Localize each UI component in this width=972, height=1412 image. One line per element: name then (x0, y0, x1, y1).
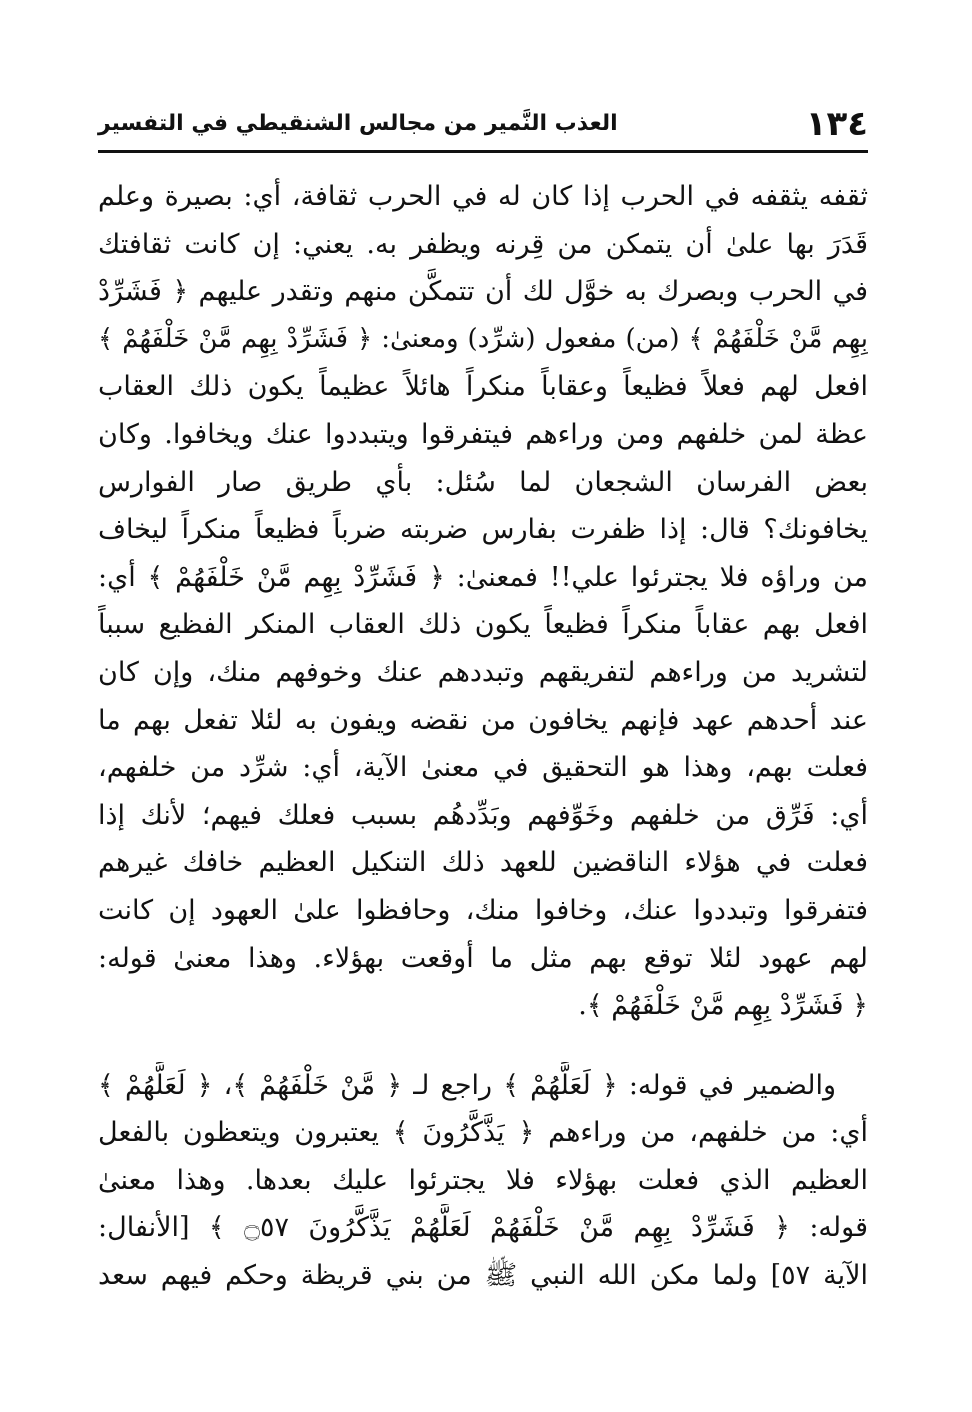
paragraph-2 (98, 1062, 868, 1300)
text-line: الآية ٥٧] ولما مكن الله النبي ﷺ من بني قريظة وحكم فيهم سعد (98, 1260, 868, 1292)
text-line: فتفرقوا وتبددوا عنك، وخافوا منك، وحافظوا علىٰ العهود إن كانت (98, 894, 868, 926)
text-line: قَدَرَ بها علىٰ أن يتمكن من قِرنه ويظفر به. يعني: إن كانت ثقافتك (98, 228, 868, 260)
text-line: من وراؤه فلا يجترئوا علي!! فمعنىٰ: ﴿ فَشَرِّدْ بِهِم مَّنْ خَلْفَهُمْ ﴾ أي: (98, 561, 868, 593)
page-body (98, 173, 868, 1300)
text-line: يخافونك؟ قال: إذا ظفرت بفارس ضربته ضرباً فظيعاً منكراً ليخاف (98, 514, 868, 546)
text-line: ثقفه يثقفه في الحرب إذا كان له في الحرب ثقافة، أي: بصيرة وعلم (98, 181, 868, 212)
text-line: بعض الفرسان الشجعان لما سُئل: بأي طريق صار الفوارس (98, 466, 868, 498)
text-line: افعل لهم فعلاً فظيعاً وعقاباً منكراً هائلاً عظيماً يكون ذلك العقاب (98, 371, 868, 403)
text-line: أي: من خلفهم، من وراءهم ﴿ يَذَّكَّرُونَ ﴾ يعتبرون ويتعظون بالفعل (98, 1117, 868, 1149)
page-number: ١٣٤ (805, 104, 868, 144)
running-header (98, 98, 868, 153)
text-line: لتشريد من وراءهم لتفريقهم وتبددهم عنك وخوفهم منك، وإن كان (98, 656, 868, 688)
text-line: فعلت بهم، وهذا هو التحقيق في معنىٰ الآية، أي: شرِّد من خلفهم، (98, 752, 868, 784)
text-line: والضمير في قوله: ﴿ لَعَلَّهُمْ ﴾ راجع لـ ﴿ مَّنْ خَلْفَهُمْ ﴾، ﴿ لَعَلَّهُمْ ﴾ (98, 1069, 836, 1101)
text-line: ﴿ فَشَرِّدْ بِهِم مَّنْ خَلْفَهُمْ ﴾. (578, 990, 868, 1022)
text-line: أي: فَرِّق من خلفهم وخَوِّفهم وبَدِّدهُم بسبب فعلك فيهم؛ لأنك إذا (98, 799, 868, 831)
text-line: العظيم الذي فعلت بهؤلاء فلا يجترئوا عليك بعدها. وهذا معنىٰ (98, 1164, 868, 1196)
text-line: عند أحدهم عهد فإنهم يخافون من نقضه ويفون به لئلا تفعل بهم ما (98, 704, 868, 736)
text-line: لهم عهود لئلا توقع بهم مثل ما أوقعت بهؤلاء. وهذا معنىٰ قوله: (98, 942, 868, 974)
text-line: عظة لمن خلفهم ومن وراءهم فيتفرقوا ويتبددوا عنك ويخافوا. وكان (98, 418, 868, 450)
text-line: قوله: ﴿ فَشَرِّدْ بِهِم مَّنْ خَلْفَهُمْ لَعَلَّهُمْ يَذَّكَّرُونَ ۝٥٧ ﴾ [الأنفال: (98, 1212, 868, 1244)
text-line: بِهِم مَّنْ خَلْفَهُمْ ﴾ (من) مفعول (شرِّد) ومعنىٰ: ﴿ فَشَرِّدْ بِهِم مَّنْ خَلْفَهُمْ ﴾ (98, 323, 868, 354)
book-page (98, 98, 868, 1358)
book-title: العذب النَّمير من مجالس الشنقيطي في التفسير (98, 111, 618, 136)
text-line: افعل بهم عقاباً منكراً فظيعاً يكون ذلك العقاب المنكر الفظيع سبباً (98, 609, 868, 641)
text-line: فعلت في هؤلاء الناقضين للعهد ذلك التنكيل العظيم خافك غيرهم (98, 847, 868, 879)
text-line: في الحرب وبصرك به خوَّل لك أن تتمكَّن منهم وتقدر عليهم ﴿ فَشَرِّدْ (98, 276, 868, 308)
paragraph-1 (98, 173, 868, 1030)
